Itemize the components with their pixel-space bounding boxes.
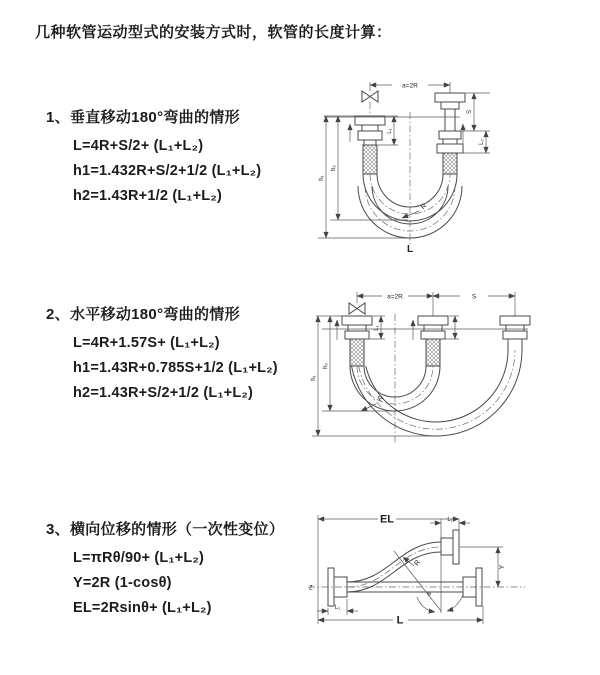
dimension-l1 [365, 316, 385, 339]
formula-line: EL=2Rsinθ+ (L₁+L₂) [73, 600, 212, 616]
dim-label-l1: L₁ [447, 517, 453, 523]
hose-s-curve [347, 542, 441, 592]
dim-label-l-total: L [406, 244, 414, 255]
formula-line: h2=1.43R+S/2+1/2 (L₁+L₂) [73, 385, 254, 401]
braided-hose [443, 153, 457, 174]
dim-label-r: R [377, 394, 386, 404]
section-1-formulas [46, 134, 316, 209]
section-1-heading: 1、垂直移动180°弯曲的情形 [46, 109, 240, 126]
dim-label-a2r: a=2R [402, 82, 418, 90]
left-fitting [342, 316, 372, 366]
dim-label-r: R [413, 559, 423, 568]
section-2-formulas [46, 331, 316, 406]
dim-label-el: EL [379, 513, 395, 526]
dimension-h [311, 316, 436, 436]
upper-flange [441, 530, 459, 564]
dim-label-l-total: L [396, 614, 404, 627]
dim-label-y: Y [499, 564, 506, 570]
dim-label-l1: L₁ [374, 325, 380, 331]
dim-label-h1: h₁ [311, 375, 317, 381]
formula-line: h1=1.43R+0.785S+1/2 (L₁+L₂) [73, 360, 278, 376]
dim-label-l1: L₁ [334, 605, 341, 611]
dimension-s [462, 93, 490, 131]
formula-line: h1=1.432R+S/2+1/2 (L₁+L₂) [73, 163, 262, 179]
dim-label-l2: L₂ [479, 139, 485, 145]
right-fitting-moved [500, 316, 530, 352]
dim-label-a2r: a=2R [387, 293, 403, 301]
centerlines [322, 314, 528, 444]
formula-line: Y=2R (1-cosθ) [73, 575, 172, 591]
section-3-formulas [46, 546, 316, 621]
dimension-y [460, 547, 506, 587]
section-horizontal-movement [46, 303, 316, 406]
dim-label-s: S [471, 293, 477, 301]
diagram-lateral-displacement [300, 505, 600, 645]
valve-icon [349, 303, 365, 314]
section-3-heading: 3、横向位移的情形（一次性变位） [46, 521, 285, 538]
section-vertical-movement [46, 106, 316, 209]
dim-label-h1: h₁ [319, 175, 325, 181]
radius-leader [402, 203, 428, 218]
middle-fitting [418, 316, 448, 366]
dim-label-h2: h₂ [331, 165, 337, 171]
diagram-horizontal-180-bend [298, 286, 590, 448]
formula-line: L=4R+1.57S+ (L₁+L₂) [73, 335, 220, 351]
axis-mark: Z [309, 585, 313, 592]
dimension-l [318, 606, 483, 627]
dim-label-s: S [467, 109, 473, 115]
braided-hose [363, 145, 377, 174]
formula-line: L=πRθ/90+ (L₁+L₂) [73, 550, 205, 566]
formula-line: h2=1.43R+1/2 (L₁+L₂) [73, 188, 223, 204]
dim-label-h2: h₂ [323, 363, 329, 369]
dimension-l1-upper [430, 517, 470, 538]
dim-label-l1: L₁ [387, 128, 393, 134]
dim-label-theta: θ [427, 591, 431, 598]
diagram-vertical-180-bend [300, 74, 565, 256]
dimension-a2r-s [357, 292, 515, 316]
dim-label-r: R [419, 202, 429, 212]
section-lateral-displacement [46, 518, 316, 621]
dimension-h [318, 116, 410, 238]
formula-line: L=4R+S/2+ (L₁+L₂) [73, 138, 204, 154]
braided-hose [350, 339, 364, 366]
dimension-l1-left [317, 599, 358, 615]
valve-icon [362, 91, 378, 102]
centerlines [324, 102, 460, 244]
dimension-a2r [370, 82, 450, 93]
braided-hose [426, 339, 440, 366]
section-2-heading: 2、水平移动180°弯曲的情形 [46, 306, 240, 323]
dimension-fitting-mid [441, 316, 459, 339]
right-fitting [435, 93, 465, 174]
page-title: 几种软管运动型式的安装方式时，软管的长度计算： [35, 24, 392, 41]
